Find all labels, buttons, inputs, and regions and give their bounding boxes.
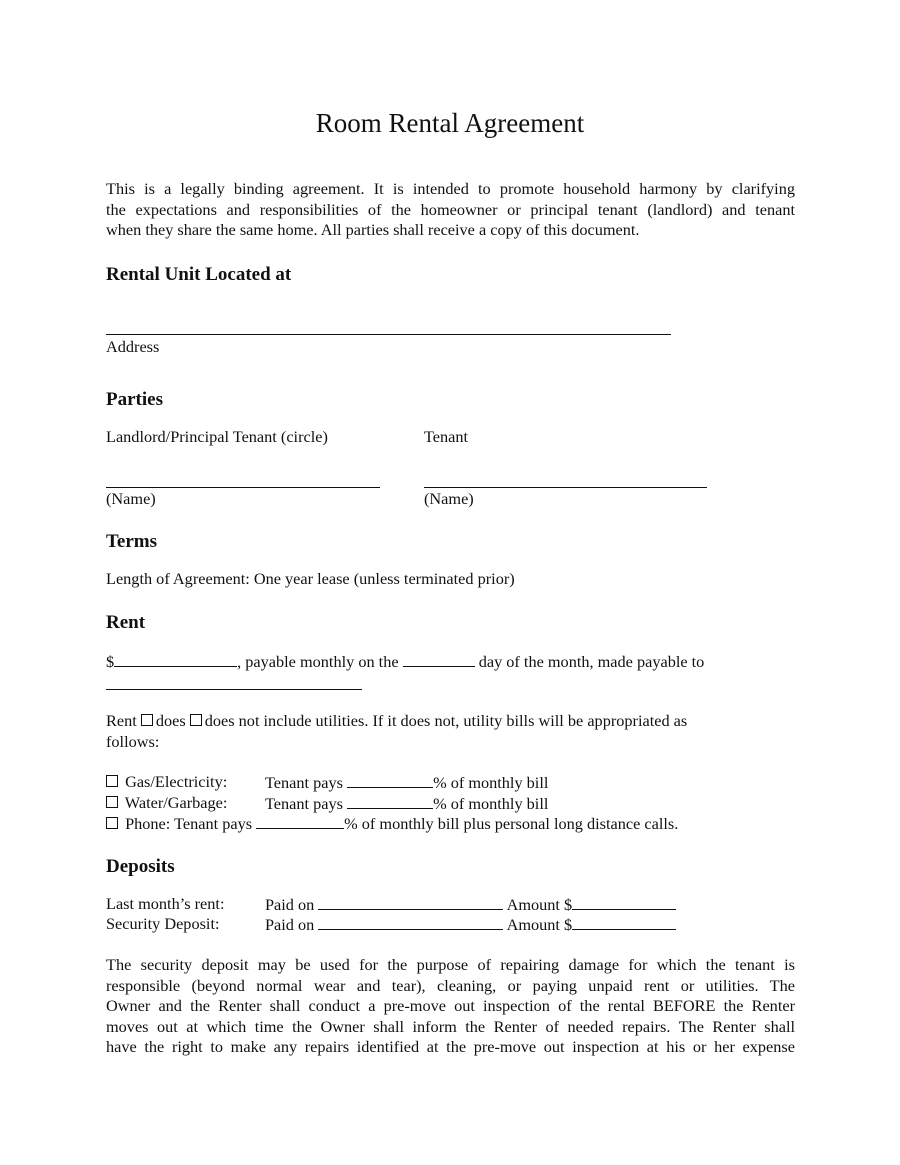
utilities-prefix: Rent xyxy=(106,711,137,730)
payment-day-field[interactable] xyxy=(403,651,475,667)
security-deposit-row xyxy=(265,914,676,935)
water-label: Water/Garbage: xyxy=(124,793,228,812)
security-line: responsible (beyond normal wear and tear), cleaning, or paying unpaid rent or utilities. The xyxy=(106,975,795,995)
paid-on-label: Paid on xyxy=(265,895,315,914)
last-month-label: Last month’s rent: xyxy=(106,894,225,913)
address-label: Address xyxy=(106,337,160,356)
parties-heading: Parties xyxy=(106,389,163,410)
intro-line: when they share the same home. All parties shall receive a copy of this document. xyxy=(106,220,640,239)
water-row xyxy=(106,793,227,813)
intro-line: the expectations and responsibilities of the homeowner or principal tenant (landlord) and tenant xyxy=(106,199,795,219)
payable-text: , payable monthly on the xyxy=(237,652,399,671)
currency-symbol: $ xyxy=(106,652,115,671)
water-checkbox[interactable] xyxy=(106,796,118,808)
pct-label: % of monthly bill xyxy=(433,773,549,792)
phone-percent-field[interactable] xyxy=(256,813,344,829)
deposits-heading: Deposits xyxy=(106,856,175,877)
tenant-name-label: (Name) xyxy=(424,489,474,508)
does-not-label: does not include utilities. If it does not, utility bills will be appropriated as xyxy=(204,711,688,730)
tenant-label: Tenant xyxy=(424,427,469,446)
last-month-row xyxy=(265,894,676,915)
amount-label: Amount $ xyxy=(506,895,573,914)
tenant-pays-label: Tenant pays xyxy=(265,773,343,792)
does-label: does xyxy=(155,711,186,730)
paid-on-label: Paid on xyxy=(265,915,315,934)
day-text: day of the month, made payable to xyxy=(478,652,705,671)
phone-label: Phone: Tenant pays xyxy=(125,814,253,833)
security-line: The security deposit may be used for the purpose of repairing damage for which the tenant is xyxy=(106,955,795,974)
landlord-name-field[interactable] xyxy=(106,487,380,488)
pct-label: % of monthly bill xyxy=(433,794,549,813)
phone-pct-label: % of monthly bill plus personal long distance calls. xyxy=(344,814,679,833)
landlord-label: Landlord/Principal Tenant (circle) xyxy=(106,427,328,446)
gas-pays xyxy=(265,772,548,793)
document-title: Room Rental Agreement xyxy=(315,108,585,138)
rent-payment-line xyxy=(106,651,704,672)
security-line: Owner and the Renter shall conduct a pre-move out inspection of the rental BEFORE the Renter xyxy=(106,996,795,1015)
water-percent-field[interactable] xyxy=(347,793,433,809)
gas-label: Gas/Electricity: xyxy=(125,772,228,791)
does-not-checkbox[interactable] xyxy=(190,714,202,726)
phone-checkbox[interactable] xyxy=(106,817,118,829)
security-line: have the right to make any repairs identified at the pre-move out inspection at his or her expense xyxy=(106,1037,795,1056)
security-line: moves out at which time the Owner shall inform the Renter of needed repairs. The Renter shall xyxy=(106,1016,795,1036)
security-paragraph xyxy=(106,955,795,1058)
security-amount-field[interactable] xyxy=(572,914,676,930)
gas-percent-field[interactable] xyxy=(347,772,433,788)
gas-row xyxy=(106,772,227,792)
intro-paragraph xyxy=(106,179,795,241)
rent-amount-field[interactable] xyxy=(114,651,237,667)
gas-checkbox[interactable] xyxy=(106,775,118,787)
terms-length: Length of Agreement: One year lease (unless terminated prior) xyxy=(106,569,515,588)
last-month-date-field[interactable] xyxy=(318,894,503,910)
address-field[interactable] xyxy=(106,334,671,335)
rent-heading: Rent xyxy=(106,612,146,633)
tenant-pays-label: Tenant pays xyxy=(265,794,343,813)
water-pays xyxy=(265,793,548,814)
terms-heading: Terms xyxy=(106,531,158,552)
intro-line: This is a legally binding agreement. It is intended to promote household harmony by clarifying xyxy=(106,179,795,198)
last-month-amount-field[interactable] xyxy=(572,894,676,910)
phone-row xyxy=(106,813,678,834)
utilities-line xyxy=(106,711,687,731)
rental-unit-heading: Rental Unit Located at xyxy=(106,264,292,285)
security-date-field[interactable] xyxy=(318,914,503,930)
security-deposit-label: Security Deposit: xyxy=(106,914,220,933)
tenant-name-field[interactable] xyxy=(424,487,707,488)
does-checkbox[interactable] xyxy=(141,714,153,726)
utilities-line-2: follows: xyxy=(106,732,160,751)
amount-label: Amount $ xyxy=(506,915,573,934)
payable-to-field[interactable] xyxy=(106,689,362,690)
landlord-name-label: (Name) xyxy=(106,489,156,508)
